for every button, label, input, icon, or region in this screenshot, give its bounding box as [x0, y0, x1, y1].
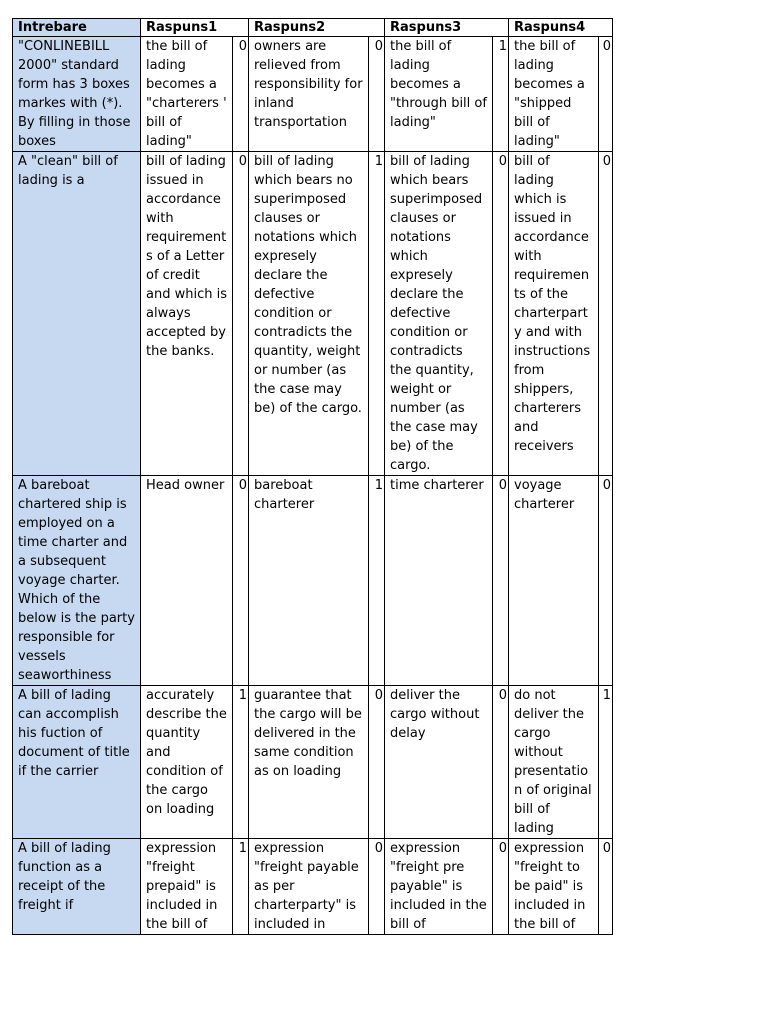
score-cell: 0: [599, 476, 613, 686]
question-cell: A bareboat chartered ship is employed on a time charter and a subsequent voyage charter. Which of the below is the party responsible for vessels seaworthiness: [13, 476, 141, 686]
answer-cell: bareboat charterer: [249, 476, 369, 686]
score-cell: 1: [233, 686, 249, 839]
answer-cell: guarantee that the cargo will be delivered in the same condition as on loading: [249, 686, 369, 839]
answer-cell: voyage charterer: [509, 476, 599, 686]
score-cell: 0: [493, 686, 509, 839]
answer-cell: Head owner: [141, 476, 233, 686]
answer-cell: bill of lading which bears no superimposed clauses or notations which expresely declare the defective condition or contradicts the quantity, weight or number (as the case may be) of the cargo.: [249, 152, 369, 476]
table-row: [13, 37, 613, 152]
table-row: [13, 839, 613, 935]
question-cell: A bill of lading function as a receipt of the freight if: [13, 839, 141, 935]
answer-cell: owners are relieved from responsibility for inland transportation: [249, 37, 369, 152]
score-cell: 0: [233, 152, 249, 476]
answer-cell: the bill of lading becomes a "charterers ' bill of lading": [141, 37, 233, 152]
answer-cell: bill of lading which is issued in accordance with requirements of the charterparty and with instructions from shippers, charterers and receivers: [509, 152, 599, 476]
score-cell: 0: [493, 476, 509, 686]
answer-cell: expression "freight payable as per charterparty" is included in: [249, 839, 369, 935]
quiz-table: [12, 18, 613, 935]
table-row: [13, 476, 613, 686]
table-row: [13, 686, 613, 839]
score-cell: 0: [369, 839, 385, 935]
answer-cell: accurately describe the quantity and condition of the cargo on loading: [141, 686, 233, 839]
answer-cell: the bill of lading becomes a "shipped bill of lading": [509, 37, 599, 152]
score-cell: 0: [233, 476, 249, 686]
answer-cell: deliver the cargo without delay: [385, 686, 493, 839]
question-cell: A "clean" bill of lading is a: [13, 152, 141, 476]
score-cell: 1: [493, 37, 509, 152]
score-cell: 0: [493, 839, 509, 935]
header-row: [13, 19, 613, 37]
answer-cell: expression "freight prepaid" is included in the bill of: [141, 839, 233, 935]
header-answer3: Raspuns3: [385, 19, 509, 37]
score-cell: 0: [599, 152, 613, 476]
answer-cell: the bill of lading becomes a "through bill of lading": [385, 37, 493, 152]
score-cell: 1: [599, 686, 613, 839]
score-cell: 0: [493, 152, 509, 476]
header-question: Intrebare: [13, 19, 141, 37]
score-cell: 1: [369, 476, 385, 686]
answer-cell: bill of lading issued in accordance with requirements of a Letter of credit and which is always accepted by the banks.: [141, 152, 233, 476]
score-cell: 0: [369, 686, 385, 839]
header-answer2: Raspuns2: [249, 19, 385, 37]
score-cell: 0: [599, 37, 613, 152]
answer-cell: bill of lading which bears superimposed clauses or notations which expresely declare the defective condition or contradicts the quantity, weight or number (as the case may be) of the cargo.: [385, 152, 493, 476]
score-cell: 1: [233, 839, 249, 935]
question-cell: A bill of lading can accomplish his fuction of document of title if the carrier: [13, 686, 141, 839]
answer-cell: expression "freight to be paid" is included in the bill of: [509, 839, 599, 935]
answer-cell: do not deliver the cargo without presentation of original bill of lading: [509, 686, 599, 839]
score-cell: 0: [233, 37, 249, 152]
score-cell: 0: [369, 37, 385, 152]
header-answer1: Raspuns1: [141, 19, 249, 37]
score-cell: 1: [369, 152, 385, 476]
table-row: [13, 152, 613, 476]
header-answer4: Raspuns4: [509, 19, 613, 37]
answer-cell: expression "freight pre payable" is included in the bill of: [385, 839, 493, 935]
answer-cell: time charterer: [385, 476, 493, 686]
score-cell: 0: [599, 839, 613, 935]
question-cell: "CONLINEBILL 2000" standard form has 3 boxes markes with (*). By filling in those boxes: [13, 37, 141, 152]
